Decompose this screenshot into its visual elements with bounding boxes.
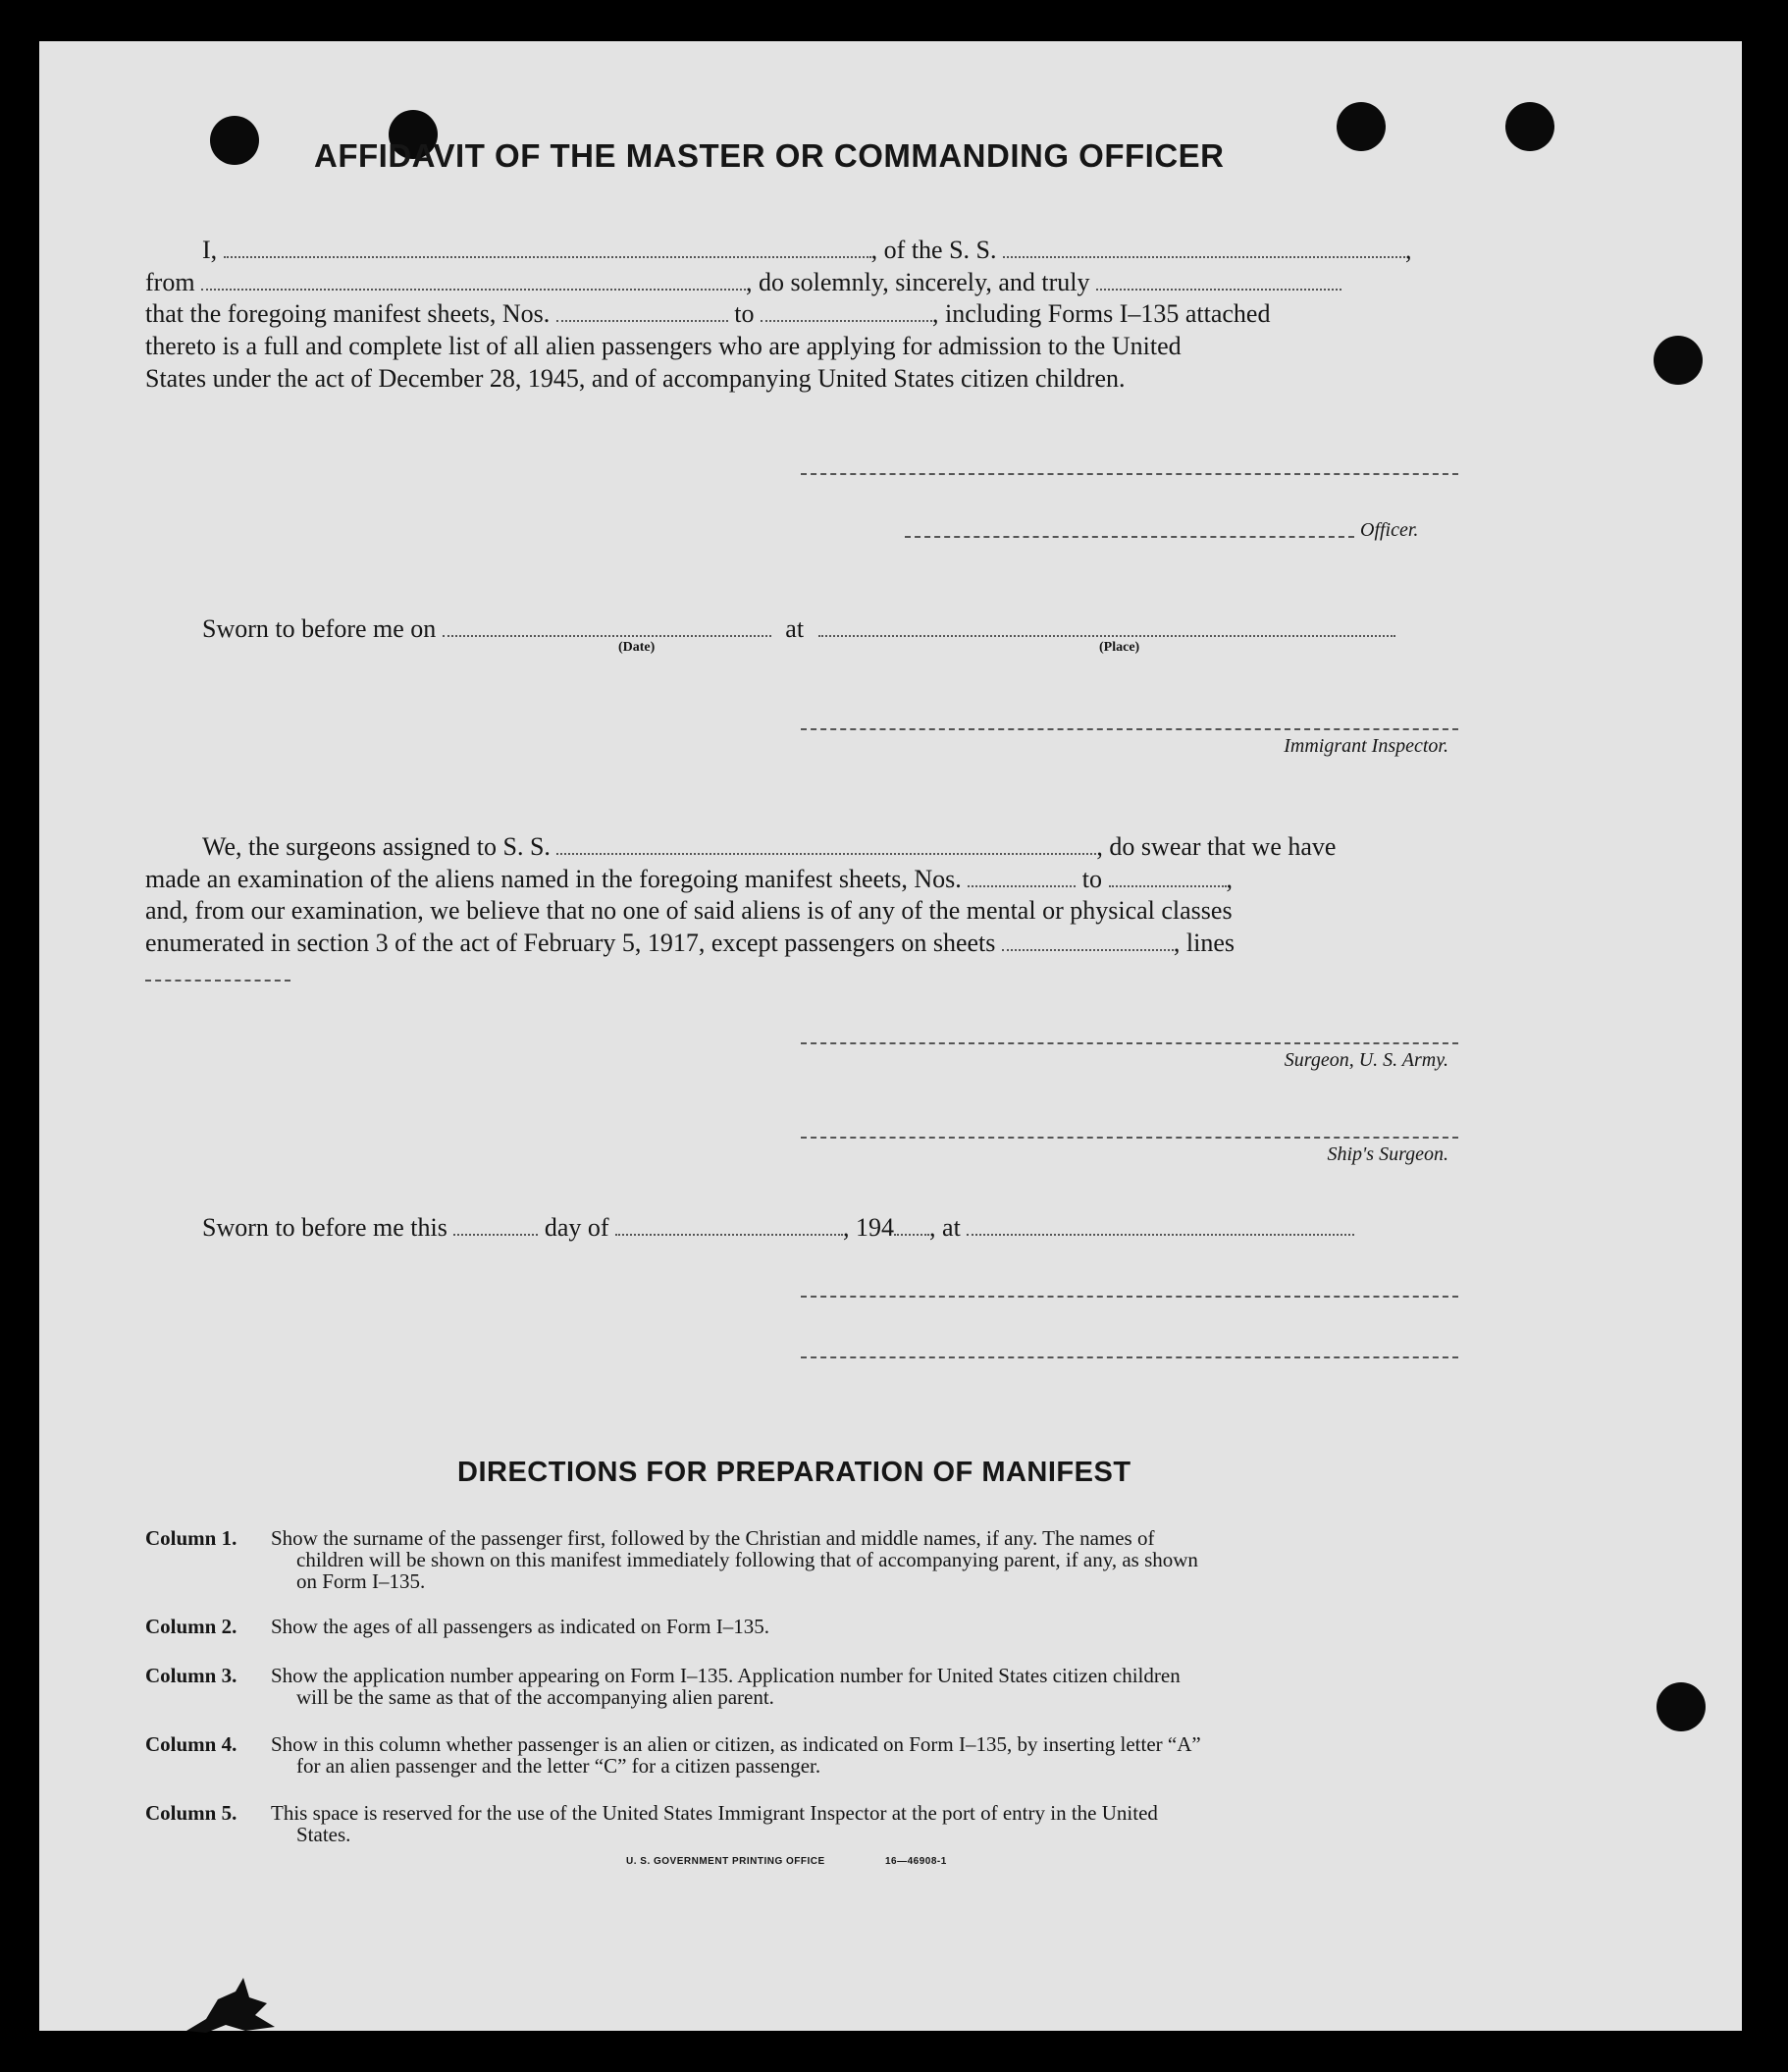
punch-hole [1337,102,1386,151]
affidavit-line-5: States under the act of December 28, 1945, and of accompanying United States citizen children. [145,364,1126,393]
direction-text: Show the application number appearing on Form I–135. Application number for United States citizen children [271,1664,1181,1687]
text: , [1226,865,1233,893]
text: that the foregoing manifest sheets, Nos. [145,299,551,328]
lines-field[interactable] [145,980,290,982]
except-sheets-field[interactable] [1002,930,1174,951]
surgeons-line-2 [145,863,1233,895]
year-field[interactable] [894,1214,929,1236]
oath-field[interactable] [1096,269,1341,291]
date-label: (Date) [618,640,656,655]
printer-imprint: U. S. GOVERNMENT PRINTING OFFICE [626,1856,825,1867]
ship-surgeon-signature-line[interactable] [801,1137,1458,1139]
officer-signature-line[interactable] [905,536,1354,538]
direction-text: Show the surname of the passenger first, followed by the Christian and middle names, if any. The names of [271,1526,1155,1550]
direction-text: children will be shown on this manifest immediately following that of accompanying parent, if any, as shown [296,1548,1198,1571]
form-code: 16—46908-1 [885,1856,947,1867]
text: from [145,268,195,296]
ship-surgeon-label: Ship's Surgeon. [1327,1143,1448,1165]
column-label: Column 5. [145,1801,237,1825]
army-surgeon-label: Surgeon, U. S. Army. [1284,1049,1448,1071]
text: to [734,299,755,328]
punch-hole [1657,1682,1706,1731]
surgeon-sheets-to-field[interactable] [1109,866,1227,887]
master-name-field[interactable] [224,237,871,258]
text: , including Forms I–135 attached [932,299,1271,328]
place-label: (Place) [1099,640,1140,655]
signature-line[interactable] [801,1296,1458,1298]
affidavit-title: AFFIDAVIT OF THE MASTER OR COMMANDING OFFICER [314,137,1225,174]
surgeon-sheets-from-field[interactable] [968,866,1076,887]
text: , lines [1173,929,1236,957]
text: , do solemnly, sincerely, and truly [746,268,1090,296]
place-field[interactable] [818,615,1395,637]
text: at [785,614,805,643]
text: to [1081,865,1102,893]
affidavit-line-1 [202,234,1412,266]
affidavit-line-4: thereto is a full and complete list of all alien passengers who are applying for admission to the United [145,332,1182,360]
ink-blot [177,1970,285,2039]
army-surgeon-signature-line[interactable] [801,1042,1458,1044]
direction-text: States. [296,1823,351,1846]
affidavit-line-2 [145,266,1341,298]
signature-line[interactable] [801,1356,1458,1358]
direction-text: This space is reserved for the use of the United States Immigrant Inspector at the port of entry in the United [271,1801,1158,1825]
punch-hole [1654,336,1703,385]
punch-hole [1505,102,1554,151]
punch-hole [210,116,259,165]
column-label: Column 1. [145,1526,237,1550]
text: enumerated in section 3 of the act of February 5, 1917, except passengers on sheets [145,929,996,957]
direction-text: for an alien passenger and the letter “C” for a citizen passenger. [296,1754,821,1778]
surgeon-ship-field[interactable] [556,833,1096,855]
surgeons-line-3: and, from our examination, we believe that no one of said aliens is of any of the mental or physical classes [145,896,1233,925]
month-field[interactable] [615,1214,843,1236]
column-label: Column 4. [145,1732,237,1756]
direction-text: on Form I–135. [296,1569,426,1593]
column-label: Column 3. [145,1664,237,1687]
text: day of [544,1213,609,1242]
surgeons-line-1 [202,830,1336,863]
text: We, the surgeons assigned to S. S. [202,832,551,861]
text: , 194 [843,1213,895,1242]
surgeons-line-4 [145,927,1235,959]
sworn-this-day-line [202,1211,1354,1244]
day-field[interactable] [453,1214,538,1236]
officer-label: Officer. [1360,519,1419,541]
sheets-from-field[interactable] [556,300,728,322]
affidavit-line-3 [145,297,1270,330]
date-field[interactable] [443,615,771,637]
from-port-field[interactable] [201,269,746,291]
text: Sworn to before me on [202,614,437,643]
sheets-to-field[interactable] [761,300,932,322]
text: , do swear that we have [1096,832,1337,861]
direction-text: Show the ages of all passengers as indicated on Form I–135. [271,1615,769,1638]
direction-text: Show in this column whether passenger is an alien or citizen, as indicated on Form I–135, by inserting letter “A” [271,1732,1201,1756]
text: , of the S. S. [870,236,997,264]
text: Sworn to before me this [202,1213,447,1242]
text: , at [929,1213,961,1242]
direction-text: will be the same as that of the accompanying alien parent. [296,1685,774,1709]
directions-title: DIRECTIONS FOR PREPARATION OF MANIFEST [457,1457,1131,1488]
inspector-label: Immigrant Inspector. [1284,735,1448,757]
column-label: Column 2. [145,1615,237,1638]
inspector-signature-line[interactable] [801,728,1458,730]
text: , [1405,236,1412,264]
ship-name-field[interactable] [1003,237,1405,258]
sworn-place-field[interactable] [967,1214,1354,1236]
text: I, [202,236,218,264]
form-page [39,41,1742,2031]
sworn-before-line [202,612,1395,645]
text: made an examination of the aliens named in the foregoing manifest sheets, Nos. [145,865,962,893]
signature-line[interactable] [801,473,1458,475]
